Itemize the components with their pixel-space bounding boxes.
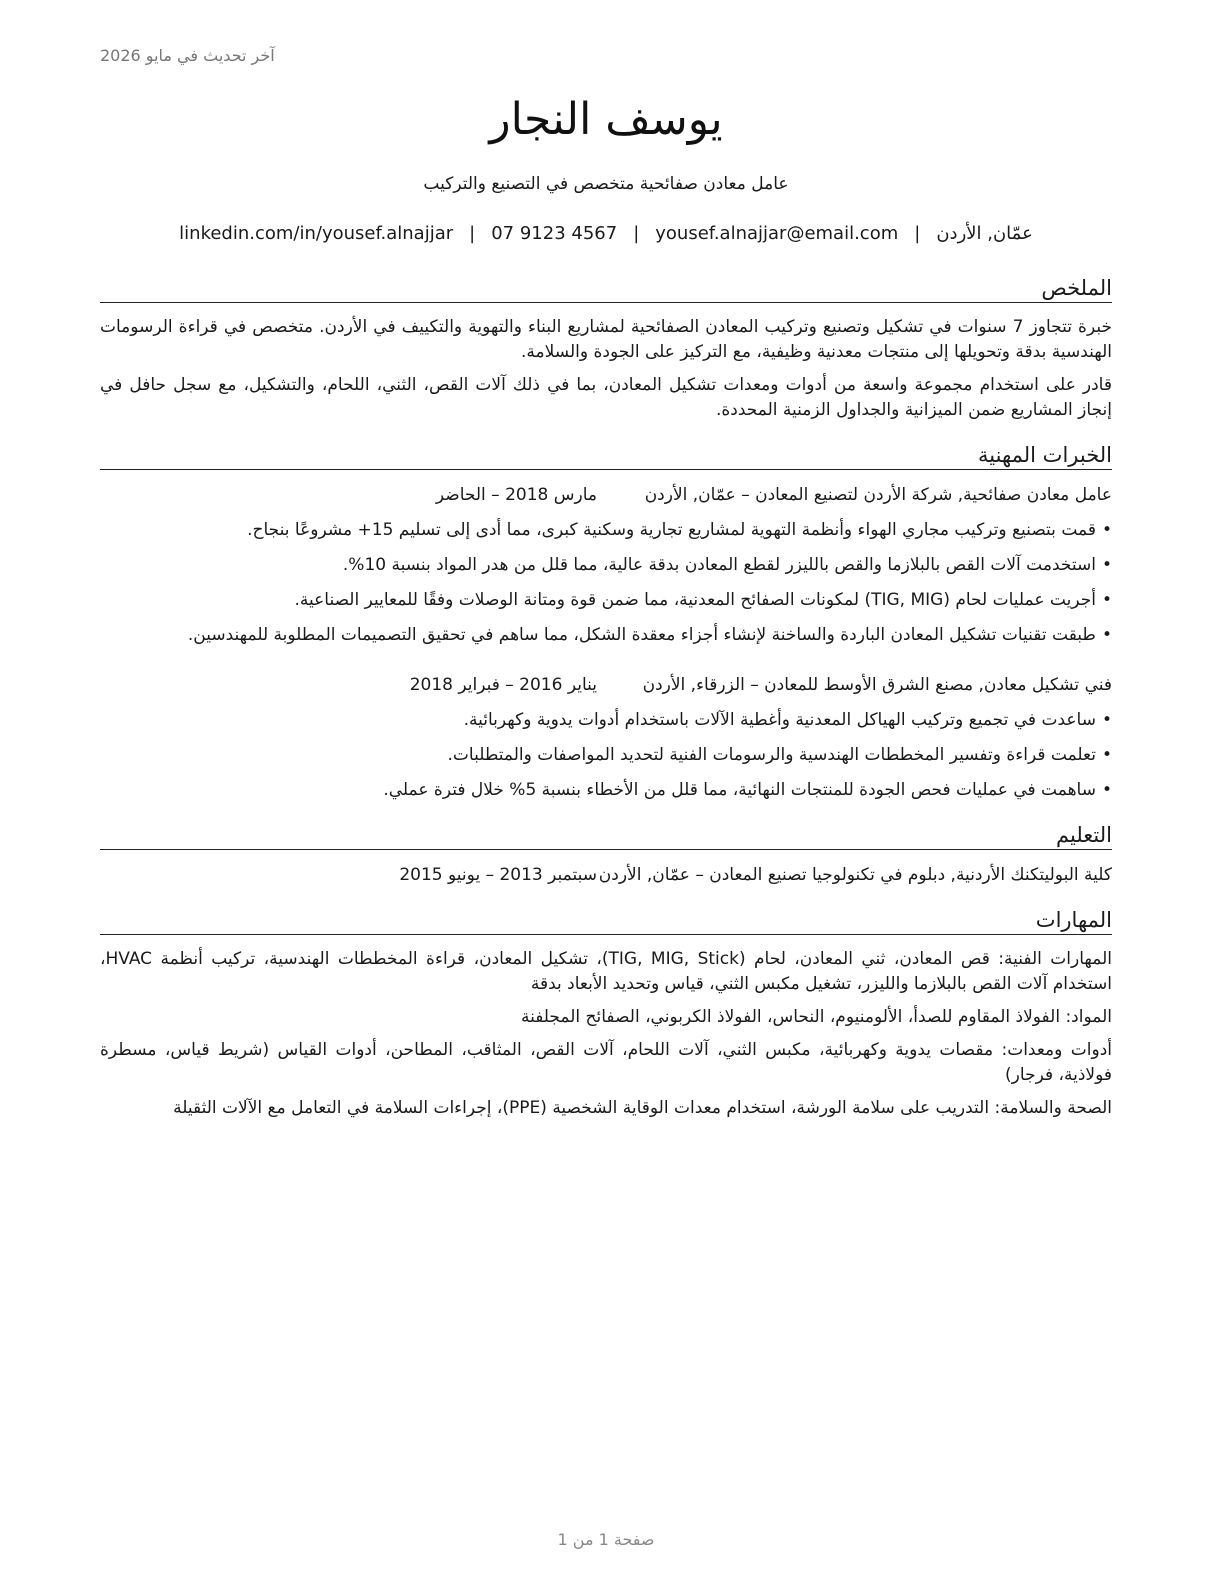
job-bullets	[100, 517, 1112, 648]
job-entry	[100, 672, 1112, 803]
bullet-item	[100, 587, 1112, 613]
bullet-text: أجريت عمليات لحام (TIG, MIG) لمكونات الصفائح المعدنية، مما ضمن قوة ومتانة الوصلات وفقًا للمعايير الصناعية.	[294, 590, 1096, 610]
bullet-icon: •	[1101, 555, 1112, 575]
bullet-text: ساعدت في تجميع وتركيب الهياكل المعدنية وأغطية الآلات باستخدام أدوات يدوية وكهربائية.	[463, 710, 1096, 730]
bullet-text: تعلمت قراءة وتفسير المخططات الهندسية والرسومات الفنية لتحديد المواصفات والمتطلبات.	[447, 745, 1096, 765]
bullet-text: ساهمت في عمليات فحص الجودة للمنتجات النهائية، مما قلل من الأخطاء بنسبة 5% خلال فترة عملي.	[383, 780, 1096, 800]
resume-page	[100, 90, 1112, 1129]
bullet-icon: •	[1101, 710, 1112, 730]
contact-phone[interactable]: 07 9123 4567	[491, 223, 618, 244]
contact-separator: |	[633, 223, 640, 244]
page-number: صفحة 1 من 1	[557, 1530, 655, 1549]
bullet-text: استخدمت آلات القص بالبلازما والقص بالليزر لقطع المعادن بدقة عالية، مما قلل من هدر المواد بنسبة 10%.	[342, 555, 1096, 575]
job-bullets	[100, 707, 1112, 803]
job-header	[100, 482, 1112, 508]
bullet-icon: •	[1101, 625, 1112, 645]
bullet-item	[100, 517, 1112, 543]
job-entry	[100, 482, 1112, 648]
section-heading-education: التعليم	[100, 821, 1112, 850]
bullet-item	[100, 777, 1112, 803]
contact-linkedin[interactable]: linkedin.com/in/yousef.alnajjar	[179, 223, 454, 244]
job-title: عامل معادن صفائحية متخصص في التصنيع والتركيب	[423, 174, 789, 194]
section-heading-summary: الملخص	[100, 274, 1112, 303]
education-dates: سبتمبر 2013 – يونيو 2015	[399, 865, 597, 885]
contact-location: عمّان, الأردن	[936, 223, 1033, 244]
bullet-text: قمت بتصنيع وتركيب مجاري الهواء وأنظمة التهوية لمشاريع تجارية وسكنية كبرى، مما أدى إلى تسليم 15+ مشروعًا بنجاح.	[247, 520, 1096, 540]
skill-line: الصحة والسلامة: التدريب على سلامة الورشة، استخدام معدات الوقاية الشخصية (PPE)، إجراءات السلامة في التعامل مع الآلات الثقيلة	[173, 1098, 1112, 1118]
contact-email[interactable]: yousef.alnajjar@email.com	[655, 223, 899, 244]
contact-separator: |	[469, 223, 476, 244]
bullet-icon: •	[1101, 780, 1112, 800]
job-dates: يناير 2016 – فبراير 2018	[409, 675, 597, 695]
job-role: عامل معادن صفائحية, شركة الأردن لتصنيع المعادن – عمّان, الأردن	[644, 485, 1112, 505]
education-institution: كلية البوليتكنك الأردنية, دبلوم في تكنولوجيا تصنيع المعادن – عمّان, الأردن	[598, 865, 1112, 885]
candidate-name: يوسف النجار	[489, 94, 723, 145]
bullet-icon: •	[1101, 590, 1112, 610]
bullet-text: طبقت تقنيات تشكيل المعادن الباردة والساخنة لإنشاء أجزاء معقدة الشكل، مما ساهم في تحقيق التصميمات المطلوبة للمهندسين.	[187, 625, 1096, 645]
skill-line: المهارات الفنية: قص المعادن، ثني المعادن، لحام (TIG, MIG, Stick)، تشكيل المعادن، قراءة المخططات الهندسية، تركيب أنظمة HVAC، استخدام آلات القص بالبلازما والليزر، تشغيل مكبس الثني، قياس وتحديد الأبعاد بدقة	[100, 949, 1112, 994]
skill-line: أدوات ومعدات: مقصات يدوية وكهربائية، مكبس الثني، آلات اللحام، آلات القص، المثاقب، المطاحن، أدوات القياس (شريط قياس، مسطرة فولاذية، فرجار)	[100, 1040, 1112, 1085]
summary-paragraph: قادر على استخدام مجموعة واسعة من أدوات ومعدات تشكيل المعادن، بما في ذلك آلات القص، الثني، اللحام، والتشكيل، مع سجل حافل في إنجاز المشاريع ضمن الميزانية والجداول الزمنية المحددة.	[100, 375, 1112, 420]
job-dates: مارس 2018 – الحاضر	[435, 485, 597, 505]
section-heading-skills: المهارات	[100, 906, 1112, 935]
bullet-icon: •	[1101, 520, 1112, 540]
section-heading-experience: الخبرات المهنية	[100, 441, 1112, 470]
last-updated-note: آخر تحديث في مايو 2026	[100, 46, 275, 65]
bullet-item	[100, 742, 1112, 768]
bullet-item	[100, 622, 1112, 648]
bullet-item	[100, 552, 1112, 578]
job-role: فني تشكيل معادن, مصنع الشرق الأوسط للمعادن – الزرقاء, الأردن	[642, 675, 1112, 695]
education-entry	[100, 862, 1112, 888]
bullet-icon: •	[1101, 745, 1112, 765]
contact-line	[100, 222, 1112, 246]
bullet-item	[100, 707, 1112, 733]
contact-separator: |	[914, 223, 921, 244]
summary-paragraph: خبرة تتجاوز 7 سنوات في تشكيل وتصنيع وتركيب المعادن الصفائحية لمشاريع البناء والتهوية والتكييف في الأردن. متخصص في قراءة الرسومات الهندسية بدقة وتحويلها إلى منتجات معدنية وظيفية، مع التركيز على الجودة والسلامة.	[100, 317, 1112, 362]
skill-line: المواد: الفولاذ المقاوم للصدأ، الألومنيوم، النحاس، الفولاذ الكربوني، الصفائح المجلفنة	[520, 1007, 1112, 1027]
job-header	[100, 672, 1112, 698]
